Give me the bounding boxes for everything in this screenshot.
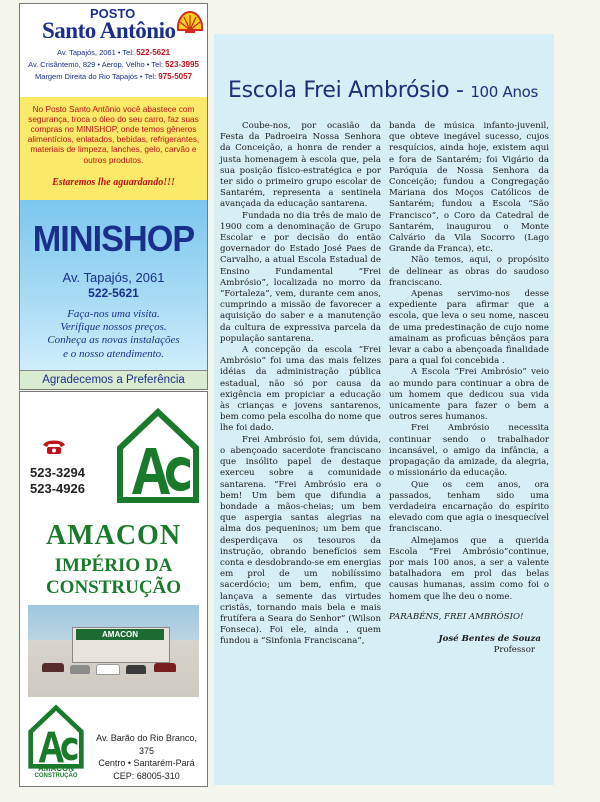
article-paragraph: Frei Ambrósio necessita continuar sendo o trabalhador incansável, o amigo da infância, a propagação da amizade, da alegria, o missionário da educação.: [389, 423, 549, 479]
article-author: José Bentes de Souza: [438, 633, 541, 644]
amacon-address-line: CEP: 68005-310: [113, 770, 180, 781]
article-paragraph: Coube-nos, por ocasião da Festa da Padroeira Nossa Senhora da Conceição, a honra de render a justa homenagem à escola que, pela sua posição físico-estratégica e por ter sido o primeiro grupo escolar de Santarém, representa a sentinela avançada da educação santarena.: [220, 121, 381, 210]
article-paragraph: banda de música infanto-juvenil, que obteve inegável sucesso, cujos resquícios, ainda hoje, existem aqui e fora de Santarém; foi Vigário da Paróquia de Nossa Senhora da Conceição; fundou a Congregação Mariana dos Moços Católicos de Santarém; fundou a Escola “São Francisco”, o Coro da Catedral de Santarém, inaugurou o Monte Calvário da Vila Socorro (Lago Grande da Franca), etc.: [389, 121, 549, 255]
parked-car: [126, 665, 146, 674]
article-paragraph: Almejamos que a querida Escola “Frei Ambrósio”continue, por mais 100 anos, a ser a valente batalhadora em prol das belas causas humanas, assim como foi o homem que lhe deu o nome.: [389, 535, 549, 602]
amacon-phone: 523-3294: [30, 465, 85, 480]
posto-yellow-panel: [20, 97, 207, 200]
posto-santo-antonio-ad: [19, 3, 208, 390]
article-title-years: 100 Anos: [470, 83, 539, 101]
posto-heading: POSTO: [90, 6, 136, 21]
article-author-role: Professor: [493, 645, 535, 656]
store-sign: AMACON: [76, 629, 164, 640]
amacon-address: [90, 732, 203, 782]
posto-address-line: Av. Tapajós, 2061 • Tel: 522-5621: [56, 48, 171, 57]
amacon-name: AMACON: [45, 520, 182, 551]
article-paragraph: A Escola “Frei Ambrósio” veio ao mundo para continuar a obra de um homem que dedicou sua vida unicamente para fazer o bem a outros seres humanos.: [389, 367, 549, 423]
minishop-text-line: Conheça as novas instalações: [47, 334, 180, 347]
posto-slogan: Estaremos lhe aguardando!!!: [52, 177, 175, 188]
posto-description: No Posto Santo Antônio você abastece com segurança, troca o óleo do seu carro, faz suas compras no MINISHOP, onde temos gêneros alimentícios, enlatados, bebidas, refrigerantes, materiais de limpeza, lanches, gelo, carvão e outros produtos.: [27, 104, 200, 165]
shell-logo-icon: [176, 10, 204, 34]
ac-small-logo-icon: [28, 704, 84, 770]
minishop-title: MINISHOP: [32, 218, 195, 259]
ac-small-sub: CONSTRUÇÃO: [34, 773, 78, 779]
posto-header: [20, 4, 207, 96]
article-title: [228, 78, 538, 103]
article-title-main: Escola Frei Ambrósio: [228, 78, 450, 103]
parked-car: [154, 663, 176, 672]
article-paragraph: Que os cem anos, ora passados, tenham sido uma verdadeira encarnação do espírito elevado com que agia o inesquecível franciscano.: [389, 479, 549, 535]
posto-address-line: Margem Direita do Rio Tapajós • Tel: 975-5057: [34, 72, 193, 81]
parked-car: [70, 665, 90, 674]
ac-house-logo-icon: [116, 408, 200, 504]
posto-address-line: Av. Crisântemo, 829 • Aerop. Velho • Tel: 523-3995: [28, 60, 199, 69]
minishop-phone: 522-5621: [88, 286, 139, 300]
minishop-text-line: Faça-nos uma visita.: [67, 308, 160, 320]
minishop-text-line: Verifique nossos preços.: [60, 321, 167, 334]
amacon-phone: 523-4926: [30, 481, 85, 496]
article-column-right: [389, 121, 549, 656]
store-photo: [28, 605, 199, 697]
article-panel: [214, 34, 554, 785]
article-paragraph: Não temos, aqui, o propósito de delinear as obras do saudoso franciscano.: [389, 255, 549, 288]
amacon-ad: [19, 391, 208, 787]
minishop-text: [24, 308, 203, 361]
ac-small-name: AMACON: [38, 764, 74, 773]
posto-name: Santo Antônio: [42, 18, 176, 43]
thanks-text: Agradecemos a Preferência: [42, 374, 185, 386]
article-column-left: [220, 121, 381, 648]
parked-car: [96, 664, 120, 675]
amacon-tagline: CONSTRUÇÃO: [45, 577, 182, 598]
minishop-text-line: e o nosso atendimento.: [63, 347, 164, 360]
article-paragraph: Fundada no dia três de maio de 1900 com a denominação de Grupo Escolar e por decisão do então governador do Estado José Paes de Carvalho, a atual Escola Estadual de Ensino Fundamental “Frei Ambrósio”, localizada no morro da “Fortaleza”, vem, durante cem anos, cumprindo a missão de favorecer a aquisição do saber e a manutenção da cultura de expressiva parcela da população santarena.: [220, 210, 381, 344]
article-paragraph: Frei Ambrósio foi, sem dúvida, o abençoado sacerdote franciscano que insólito papel de destaque exerceu sobre a comunidade santarena. “Frei Ambrósio era o bem! Um bem que difundia a bondade a mãos-cheias; um bem que aspergia santas alegrias na alma dos pequeninos; um bem que desperdiçava os tesouros da instrução, obrando benefícios sem conta e desdobrando-se em energias em prol de um nobilíssimo sacerdócio; um bem, enfim, que lançava a semente das virtudes cristãs, tornando mais bela e mais frutífera a Seara do Senhor” (Wilson Fonseca). Foi ele, ainda , quem fundou a “Sinfonia Franciscana”,: [220, 434, 381, 647]
telephone-icon: [42, 439, 66, 455]
amacon-address-line: Centro • Santarém-Pará: [98, 758, 195, 769]
thanks-bar: [20, 370, 207, 390]
parked-car: [42, 663, 64, 672]
article-closing: PARABÉNS, FREI AMBRÓSIO!: [389, 611, 524, 622]
minishop-panel: [20, 200, 207, 370]
article-title-separator: -: [455, 78, 464, 103]
article-paragraph: A concepção da escola “Frei Ambrósio” foi uma das mais felizes idéias da administração pública estadual, não só por causa da exigência em propiciar a educação às crianças e jovens santarenos, bem como pela escolha do nome que lhe foi dado.: [220, 345, 381, 434]
amacon-address-line: Av. Barão do Rio Branco, 375: [96, 733, 197, 756]
article-paragraph: Apenas servimo-nos desse expediente para afirmar que a escola, que leva o seu nome, nasceu de uma predestinação de cujo nome amainam as proficuas bênçãos para levar a cabo a abençoada finalidade para a qual foi concebida .: [389, 289, 549, 367]
amacon-tagline: IMPÉRIO DA: [54, 555, 173, 576]
minishop-address: Av. Tapajós, 2061: [62, 270, 165, 285]
